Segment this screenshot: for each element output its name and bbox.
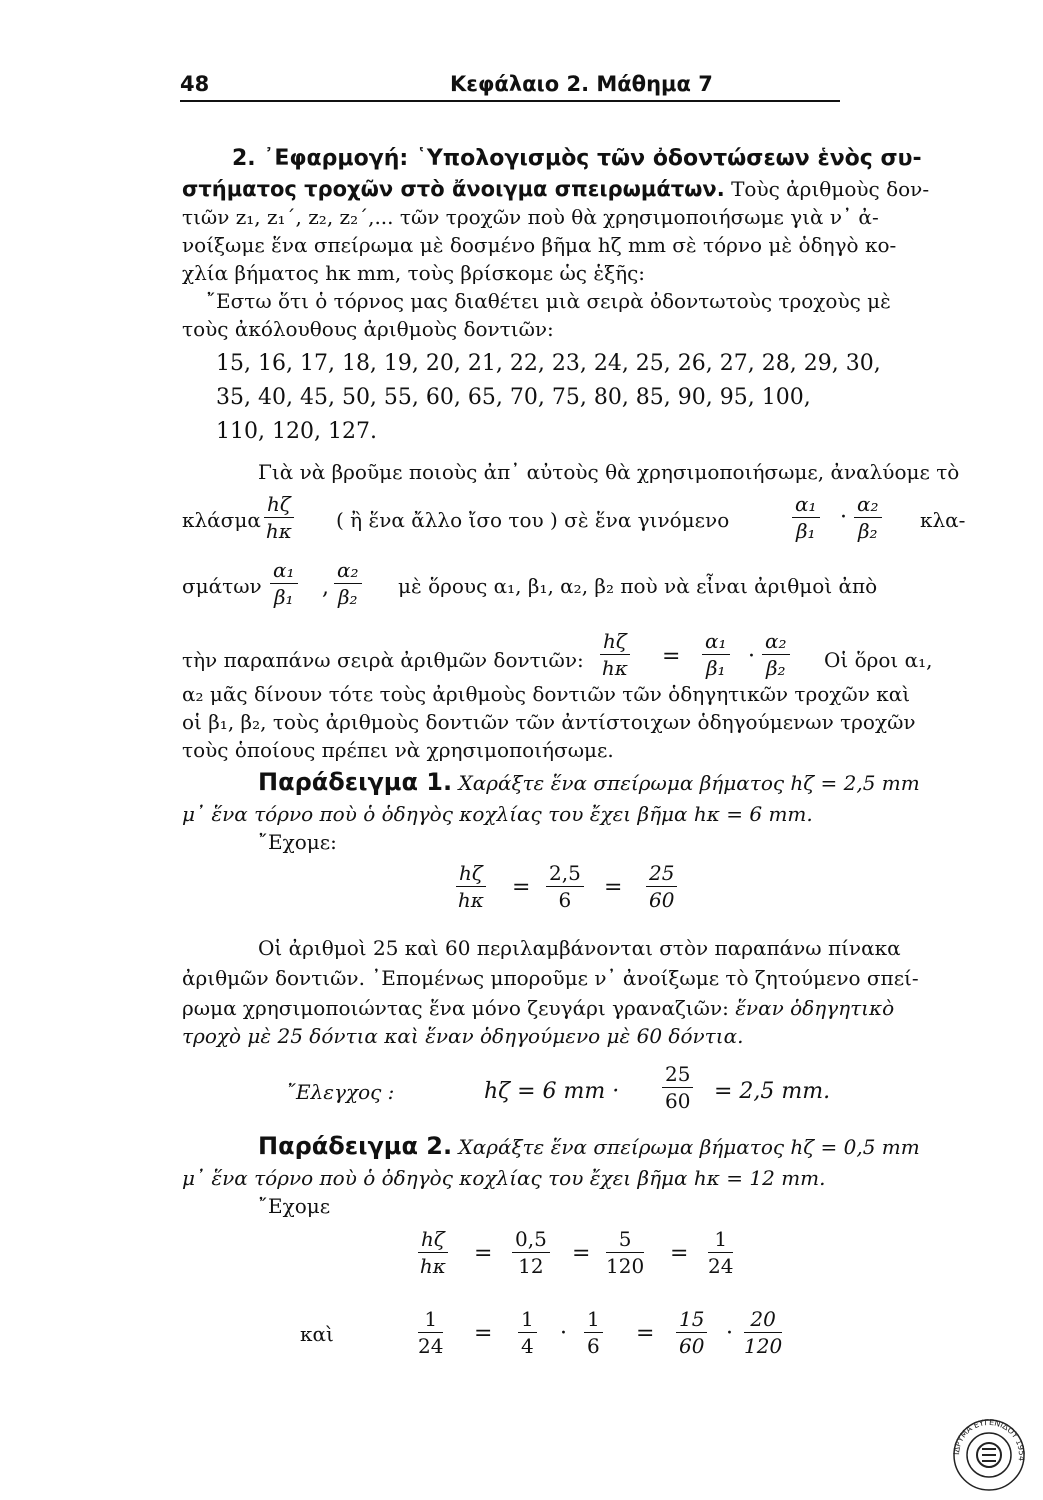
example1-heading xyxy=(258,770,920,795)
paragraph-line: ( ἢ ἕνα ἄλλο ἴσο του ) σὲ ἕνα γινόμενο xyxy=(336,508,730,532)
chapter-title: Κεφάλαιο 2. Μάθημα 7 xyxy=(450,72,713,96)
page-number: 48 xyxy=(180,72,210,96)
fraction-numerator: α₂ xyxy=(854,493,882,518)
dot-operator: · xyxy=(560,1321,567,1346)
fraction-a2-b2 xyxy=(854,493,882,542)
fraction-5-over-120 xyxy=(606,1228,644,1277)
fraction-numerator: 20 xyxy=(744,1308,782,1333)
fraction-denominator: 12 xyxy=(518,1254,544,1278)
fraction-denominator: β₁ xyxy=(273,585,294,609)
paragraph-line: οἱ β₁, β₂, τοὺς ἀριθμοὺς δοντιῶν τῶν ἀντίστοιχων ὁδηγούμενων τροχῶν xyxy=(182,710,916,734)
word-klasma: κλάσμα xyxy=(182,508,261,532)
paragraph-line: ῎Εστω ὅτι ὁ τόρνος μας διαθέτει μιὰ σειρὰ ὀδοντωτοὺς τροχοὺς μὲ xyxy=(206,289,891,313)
fraction-numerator: α₂ xyxy=(762,630,790,655)
example2-heading xyxy=(258,1134,920,1159)
equals-sign: = xyxy=(512,875,531,900)
comma: , xyxy=(322,575,329,600)
fraction-denominator: 24 xyxy=(708,1254,734,1278)
paragraph-line: τοὺς ἀκόλουθους ἀριθμοὺς δοντιῶν: xyxy=(182,317,554,341)
check-label: ῎Ελεγχος : xyxy=(286,1080,395,1104)
example2-task: Χαράξτε ἕνα σπείρωμα βήματος hζ = 0,5 mm xyxy=(458,1135,920,1159)
fraction-denominator: 6 xyxy=(558,888,572,912)
fraction-denominator: 60 xyxy=(665,1089,691,1113)
fraction-a1-b1 xyxy=(270,559,298,608)
fraction-numerator: α₁ xyxy=(270,559,298,584)
fraction-numerator: 15 xyxy=(676,1308,707,1333)
paragraph-line: τὴν παραπάνω σειρὰ ἀριθμῶν δοντιῶν: xyxy=(182,648,584,672)
fraction-20-over-120 xyxy=(744,1308,782,1357)
paragraph-italic: ἕναν ὁδηγητικὸ xyxy=(735,996,895,1020)
word-kai: καὶ xyxy=(300,1322,334,1346)
fraction-numerator: hζ xyxy=(264,493,294,518)
dot-operator: · xyxy=(726,1321,733,1346)
example2-label: Παράδειγμα 2. xyxy=(258,1132,453,1160)
fraction-denominator: β₁ xyxy=(705,656,726,680)
fraction-15-over-60 xyxy=(676,1308,707,1357)
paragraph-line xyxy=(182,996,894,1020)
paragraph-line: Οἱ ὅροι α₁, xyxy=(824,648,933,672)
fraction-denominator: 24 xyxy=(418,1334,444,1358)
fraction-denominator: hκ xyxy=(601,656,628,680)
fraction-denominator: β₂ xyxy=(765,656,786,680)
equals-sign: = xyxy=(636,1321,655,1346)
fraction-denominator: 4 xyxy=(521,1334,534,1358)
fraction-numerator: 25 xyxy=(646,862,677,887)
section-title-bold: στήματος τροχῶν στὸ ἄνοιγμα σπειρωμάτων. xyxy=(182,177,725,201)
fraction-hz-hk xyxy=(418,1228,448,1277)
fraction-2-5-over-6 xyxy=(546,862,584,911)
fraction-denominator: hκ xyxy=(419,1254,446,1278)
fraction-numerator: 5 xyxy=(606,1228,644,1253)
fraction-denominator: 60 xyxy=(649,888,675,912)
paragraph-line: τοὺς ὁποίους πρέπει νὰ χρησιμοποιήσωμε. xyxy=(182,738,614,762)
fraction-numerator: 1 xyxy=(518,1308,537,1333)
paragraph-line: μὲ ὅρους α₁, β₁, α₂, β₂ ποὺ νὰ εἶναι ἀριθμοὶ ἀπὸ xyxy=(398,574,878,598)
paragraph-line: Γιὰ νὰ βροῦμε ποιοὺς ἀπ᾽ αὐτοὺς θὰ χρησιμοποιήσωμε, ἀναλύομε τὸ xyxy=(258,460,960,484)
paragraph-text: ρωμα χρησιμοποιώντας ἕνα μόνο ζευγάρι γραναζιῶν: xyxy=(182,996,729,1020)
fraction-numerator: hζ xyxy=(418,1228,448,1253)
fraction-1-over-6 xyxy=(584,1308,603,1357)
fraction-numerator: 0,5 xyxy=(512,1228,550,1253)
example1-exome: ῎Εχομε: xyxy=(258,830,337,854)
example2-exome: ῎Εχομε xyxy=(258,1194,331,1218)
fraction-25-over-60 xyxy=(646,862,677,911)
fraction-numerator: 1 xyxy=(418,1308,443,1333)
example1-task: Χαράξτε ἕνα σπείρωμα βήματος hζ = 2,5 mm xyxy=(458,771,920,795)
paragraph-line: νοίξωμε ἕνα σπείρωμα μὲ δοσμένο βῆμα hζ mm σὲ τόρνο μὲ ὁδηγὸ κο- xyxy=(182,233,897,257)
fraction-numerator: 1 xyxy=(708,1228,733,1253)
running-header xyxy=(180,66,840,102)
example1-label: Παράδειγμα 1. xyxy=(258,768,453,796)
paragraph-line: Οἱ ἀριθμοὶ 25 καὶ 60 περιλαμβάνονται στὸν παραπάνω πίνακα xyxy=(258,936,901,960)
fraction-a2-b2 xyxy=(762,630,790,679)
fraction-denominator: 120 xyxy=(744,1334,783,1358)
paragraph-line: τιῶν z₁, z₁΄, z₂, z₂΄,... τῶν τροχῶν ποὺ θὰ χρησιμοποιήσωμε γιὰ ν᾽ ἀ- xyxy=(182,205,879,229)
fraction-denominator: 60 xyxy=(679,1334,705,1358)
fraction-denominator: 120 xyxy=(606,1254,645,1278)
fraction-denominator: β₁ xyxy=(795,519,816,543)
fraction-0-5-over-12 xyxy=(512,1228,550,1277)
foundation-seal-logo xyxy=(952,1418,1026,1492)
teeth-list-line: 110, 120, 127. xyxy=(216,419,377,444)
fraction-1-over-24 xyxy=(418,1308,443,1357)
fraction-denominator: β₂ xyxy=(857,519,878,543)
teeth-list-line: 35, 40, 45, 50, 55, 60, 65, 70, 75, 80, 85, 90, 95, 100, xyxy=(216,385,811,410)
paragraph-line: α₂ μᾶς δίνουν τότε τοὺς ἀριθμοὺς δοντιῶν τῶν ὁδηγητικῶν τροχῶν καὶ xyxy=(182,682,911,706)
example2-task-cont: μ᾽ ἕνα τόρνο ποὺ ὁ ὁδηγὸς κοχλίας του ἔχει βῆμα hκ = 12 mm. xyxy=(182,1166,826,1190)
fraction-hz-hk xyxy=(456,862,486,911)
equals-sign: = xyxy=(474,1241,493,1266)
section-text-start: Τοὺς ἀριθμοὺς δον- xyxy=(724,177,930,201)
fraction-denominator: hκ xyxy=(457,888,484,912)
fraction-numerator: α₁ xyxy=(792,493,820,518)
fraction-denominator: 6 xyxy=(587,1334,600,1358)
fraction-a2-b2 xyxy=(334,559,362,608)
fraction-numerator: α₁ xyxy=(702,630,730,655)
fraction-hz-hk xyxy=(264,493,294,542)
fraction-a1-b1 xyxy=(702,630,730,679)
example1-task-cont: μ᾽ ἕνα τόρνο ποὺ ὁ ὁδηγὸς κοχλίας του ἔχει βῆμα hκ = 6 mm. xyxy=(182,802,813,826)
paragraph-line: τροχὸ μὲ 25 δόντια καὶ ἕναν ὁδηγούμενο μὲ 60 δόντια. xyxy=(182,1024,744,1048)
fraction-denominator: hκ xyxy=(265,519,292,543)
fraction-numerator: 25 xyxy=(662,1063,693,1088)
seal-text: ΙΔΡΥΜΑ ΕΥΓΕΝΙΔΟΥ 1954 xyxy=(952,1418,1026,1462)
dot-operator: · xyxy=(748,644,755,669)
word-smaton: σμάτων xyxy=(182,574,262,598)
fraction-numerator: α₂ xyxy=(334,559,362,584)
word-kla: κλα- xyxy=(920,508,966,532)
equals-sign: = xyxy=(604,875,623,900)
equals-sign: = xyxy=(662,644,681,669)
fraction-hz-hk xyxy=(600,630,630,679)
equals-sign: = xyxy=(474,1321,493,1346)
fraction-a1-b1 xyxy=(792,493,820,542)
equals-sign: = xyxy=(572,1241,591,1266)
fraction-1-over-4 xyxy=(518,1308,537,1357)
equals-sign: = xyxy=(670,1241,689,1266)
fraction-denominator: β₂ xyxy=(337,585,358,609)
paragraph-line: ἀριθμῶν δοντιῶν. ᾽Επομένως μποροῦμε ν᾽ ἀνοίξωμε τὸ ζητούμενο σπεί- xyxy=(182,966,919,990)
teeth-list-line: 15, 16, 17, 18, 19, 20, 21, 22, 23, 24, 25, 26, 27, 28, 29, 30, xyxy=(216,351,881,376)
fraction-numerator: 1 xyxy=(584,1308,603,1333)
section-title: 2. ᾽Εφαρμογή: ῾Υπολογισμὸς τῶν ὀδοντώσεων ἑνὸς συ- xyxy=(232,146,922,171)
section-title-cont xyxy=(182,177,929,201)
fraction-numerator: 2,5 xyxy=(546,862,584,887)
check-left: hζ = 6 mm · xyxy=(484,1079,620,1104)
check-right: = 2,5 mm. xyxy=(714,1079,831,1104)
paragraph-line: χλία βήματος hκ mm, τοὺς βρίσκομε ὡς ἑξῆς: xyxy=(182,261,646,285)
fraction-1-over-24 xyxy=(708,1228,733,1277)
dot-operator: · xyxy=(840,505,847,530)
fraction-25-over-60 xyxy=(662,1063,693,1112)
fraction-numerator: hζ xyxy=(600,630,630,655)
fraction-numerator: hζ xyxy=(456,862,486,887)
